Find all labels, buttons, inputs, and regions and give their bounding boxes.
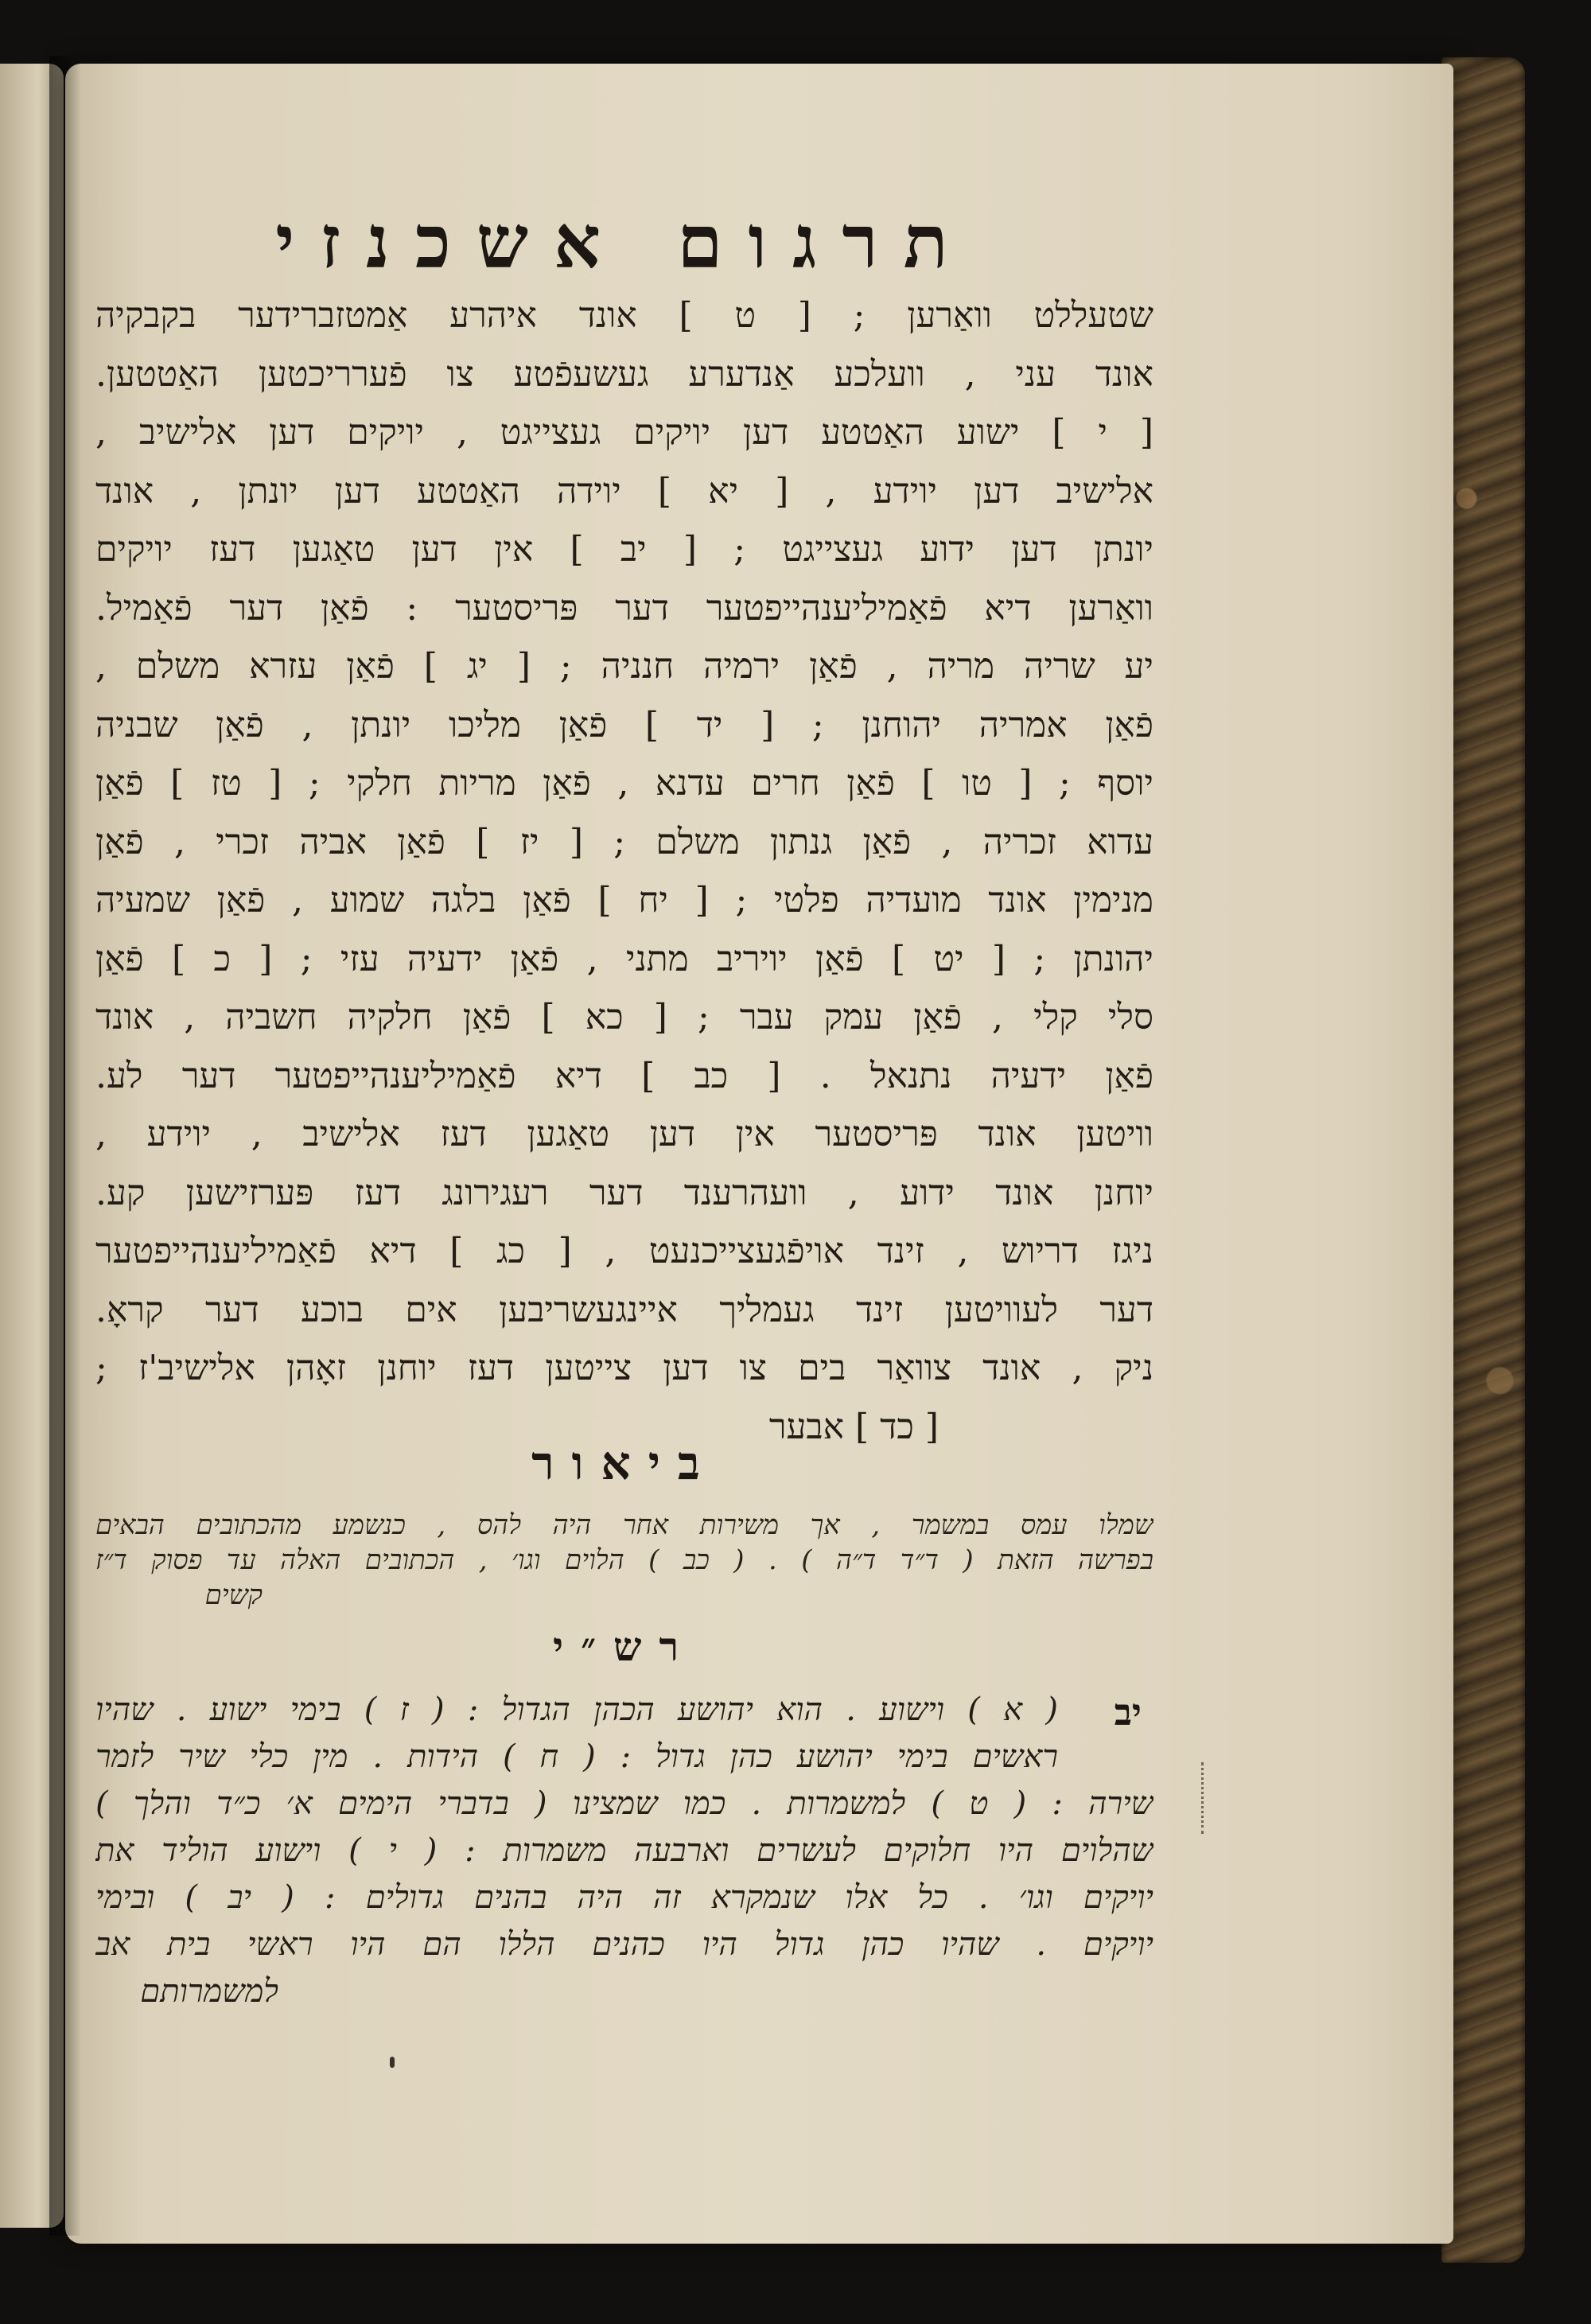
text-line-catchword: [ כד ] אבער [768,1406,939,1447]
rashi-heading: רש״י [552,1623,697,1670]
text-line: יהונתן ; [ יט ] פֿאַן יויריב מתני , פֿאַן ידעיה עזי ; [ כ ] פֿאַן [95,938,1153,979]
text-line: ניגז דריוש , זינד אויפֿגעצייכנעט , [ כג ] דיא פֿאַמיליענהייפטער [95,1231,1153,1271]
text-line: עדוא זכריה , פֿאַן גנתון משלם ; [ יז ] פֿאַן אביה זכרי , פֿאַן [95,821,1153,862]
text-line: פֿאַן ידעיה נתנאל . [ כב ] דיא פֿאַמיליענהייפטער דער לע. [95,1055,1153,1096]
text-line: אונד עני , וועלכע אַנדערע געשעפֿטע צו פֿערריכטען האַטטען. [95,353,1153,395]
commentary-line: למשמרותם [140,1973,278,2010]
chapter-marker: יב [1114,1691,1142,1734]
text-line: יונתן דען ידוע געצייגט ; [ יב ] אין דען טאַגען דעז יויקים [95,529,1153,570]
text-line: יע שריה מריה , פֿאַן ירמיה חנניה ; [ יג ] פֿאַן עזרא משלם , [95,646,1153,687]
text-line: ניק , אונד צוואַר בים צו דען צייטען דעז יוחנן זאָהן אלישיב'ז ; [95,1348,1153,1388]
marbled-cover-board [1441,57,1525,2263]
text-line: יוחנן אונד ידוע , וועהרענד דער רעגירונג דעז פּערזישען קע. [95,1172,1153,1213]
rashi-commentary [95,1687,1153,2015]
ink-speck [390,2057,395,2068]
commentary-line: ( א ) וישוע . הוא יהושע הכהן הגדול : ( ז ) בימי ישוע . שהיו [95,1691,1058,1728]
text-line: אלישיב דען יוידע , [ יא ] יוידה האַטטע דען יונתן , אונד [95,470,1153,512]
commentary-line: יויקים וגו׳ . כל אלו שנמקרא זה היה בהנים גדולים : ( יב ) ובימי [95,1879,1153,1916]
commentary-line: שהלוים היו חלוקים לעשרים וארבעה משמרות : ( י ) וישוע הוליד את [95,1832,1153,1869]
text-line: יוסף ; [ טו ] פֿאַן חרים עדנא , פֿאַן מריות חלקי ; [ טז ] פֿאַן [95,763,1153,804]
commentary-line: בפרשה הזאת ( ד״ד ד״ה ) . ( כב ) הלוים וגו׳ , הכתובים האלה עד פסוק ד״ז [95,1544,1153,1576]
main-translation-text [95,286,1153,1456]
text-line: סלי קלי , פֿאַן עמק עבר ; [ כא ] פֿאַן חלקיה חשביה , אונד [95,997,1153,1037]
text-line: דער לעוויטען זינד געמליך איינגעשריבען אים בוכע דער קראָ. [95,1289,1153,1330]
biur-heading: ביאור [531,1436,718,1490]
commentary-line: קשים [204,1579,263,1611]
text-line: [ י ] ישוע האַטטע דען יויקים געצייגט , יויקים דען אלישיב , [95,412,1153,453]
biur-commentary [95,1508,1153,1613]
margin-mark [1201,1762,1220,1834]
commentary-line: שמלו עמס במשמר , אך משירות אחר היה להס , כנשמע מהכתובים הבאים [95,1509,1153,1541]
commentary-line: יויקים . שהיו כהן גדול היו כהנים הללו הם היו ראשי בית אב [95,1926,1153,1963]
text-line: פֿאַן אמריה יהוחנן ; [ יד ] פֿאַן מליכו יונתן , פֿאַן שבניה [95,704,1153,745]
commentary-line: ראשים בימי יהושע כהן גדול : ( ח ) הידות . מין כלי שיר לזמר [95,1738,1058,1775]
text-line: מנימין אונד מועדיה פלטי ; [ יח ] פֿאַן בלגה שמוע , פֿאַן שמעיה [95,880,1153,921]
gutter-shadow [49,56,81,2236]
commentary-line: שירה : ( ט ) למשמרות . כמו שמצינו ( בדברי הימים א׳ כ״ד והלך ) [95,1785,1153,1822]
text-line: וואַרען דיא פֿאַמיליענהייפטער דער פּריסטער : פֿאַן דער פֿאַמיל. [95,587,1153,629]
page-title: תרגום אשכנזי [275,199,974,285]
text-line: וויטען אונד פּריסטער אין דען טאַגען דעז אלישיב , יוידע , [95,1114,1153,1154]
text-line: שטעללט וואַרען ; [ ט ] אונד איהרע אַמטזברידער בקבקיה [95,295,1153,336]
